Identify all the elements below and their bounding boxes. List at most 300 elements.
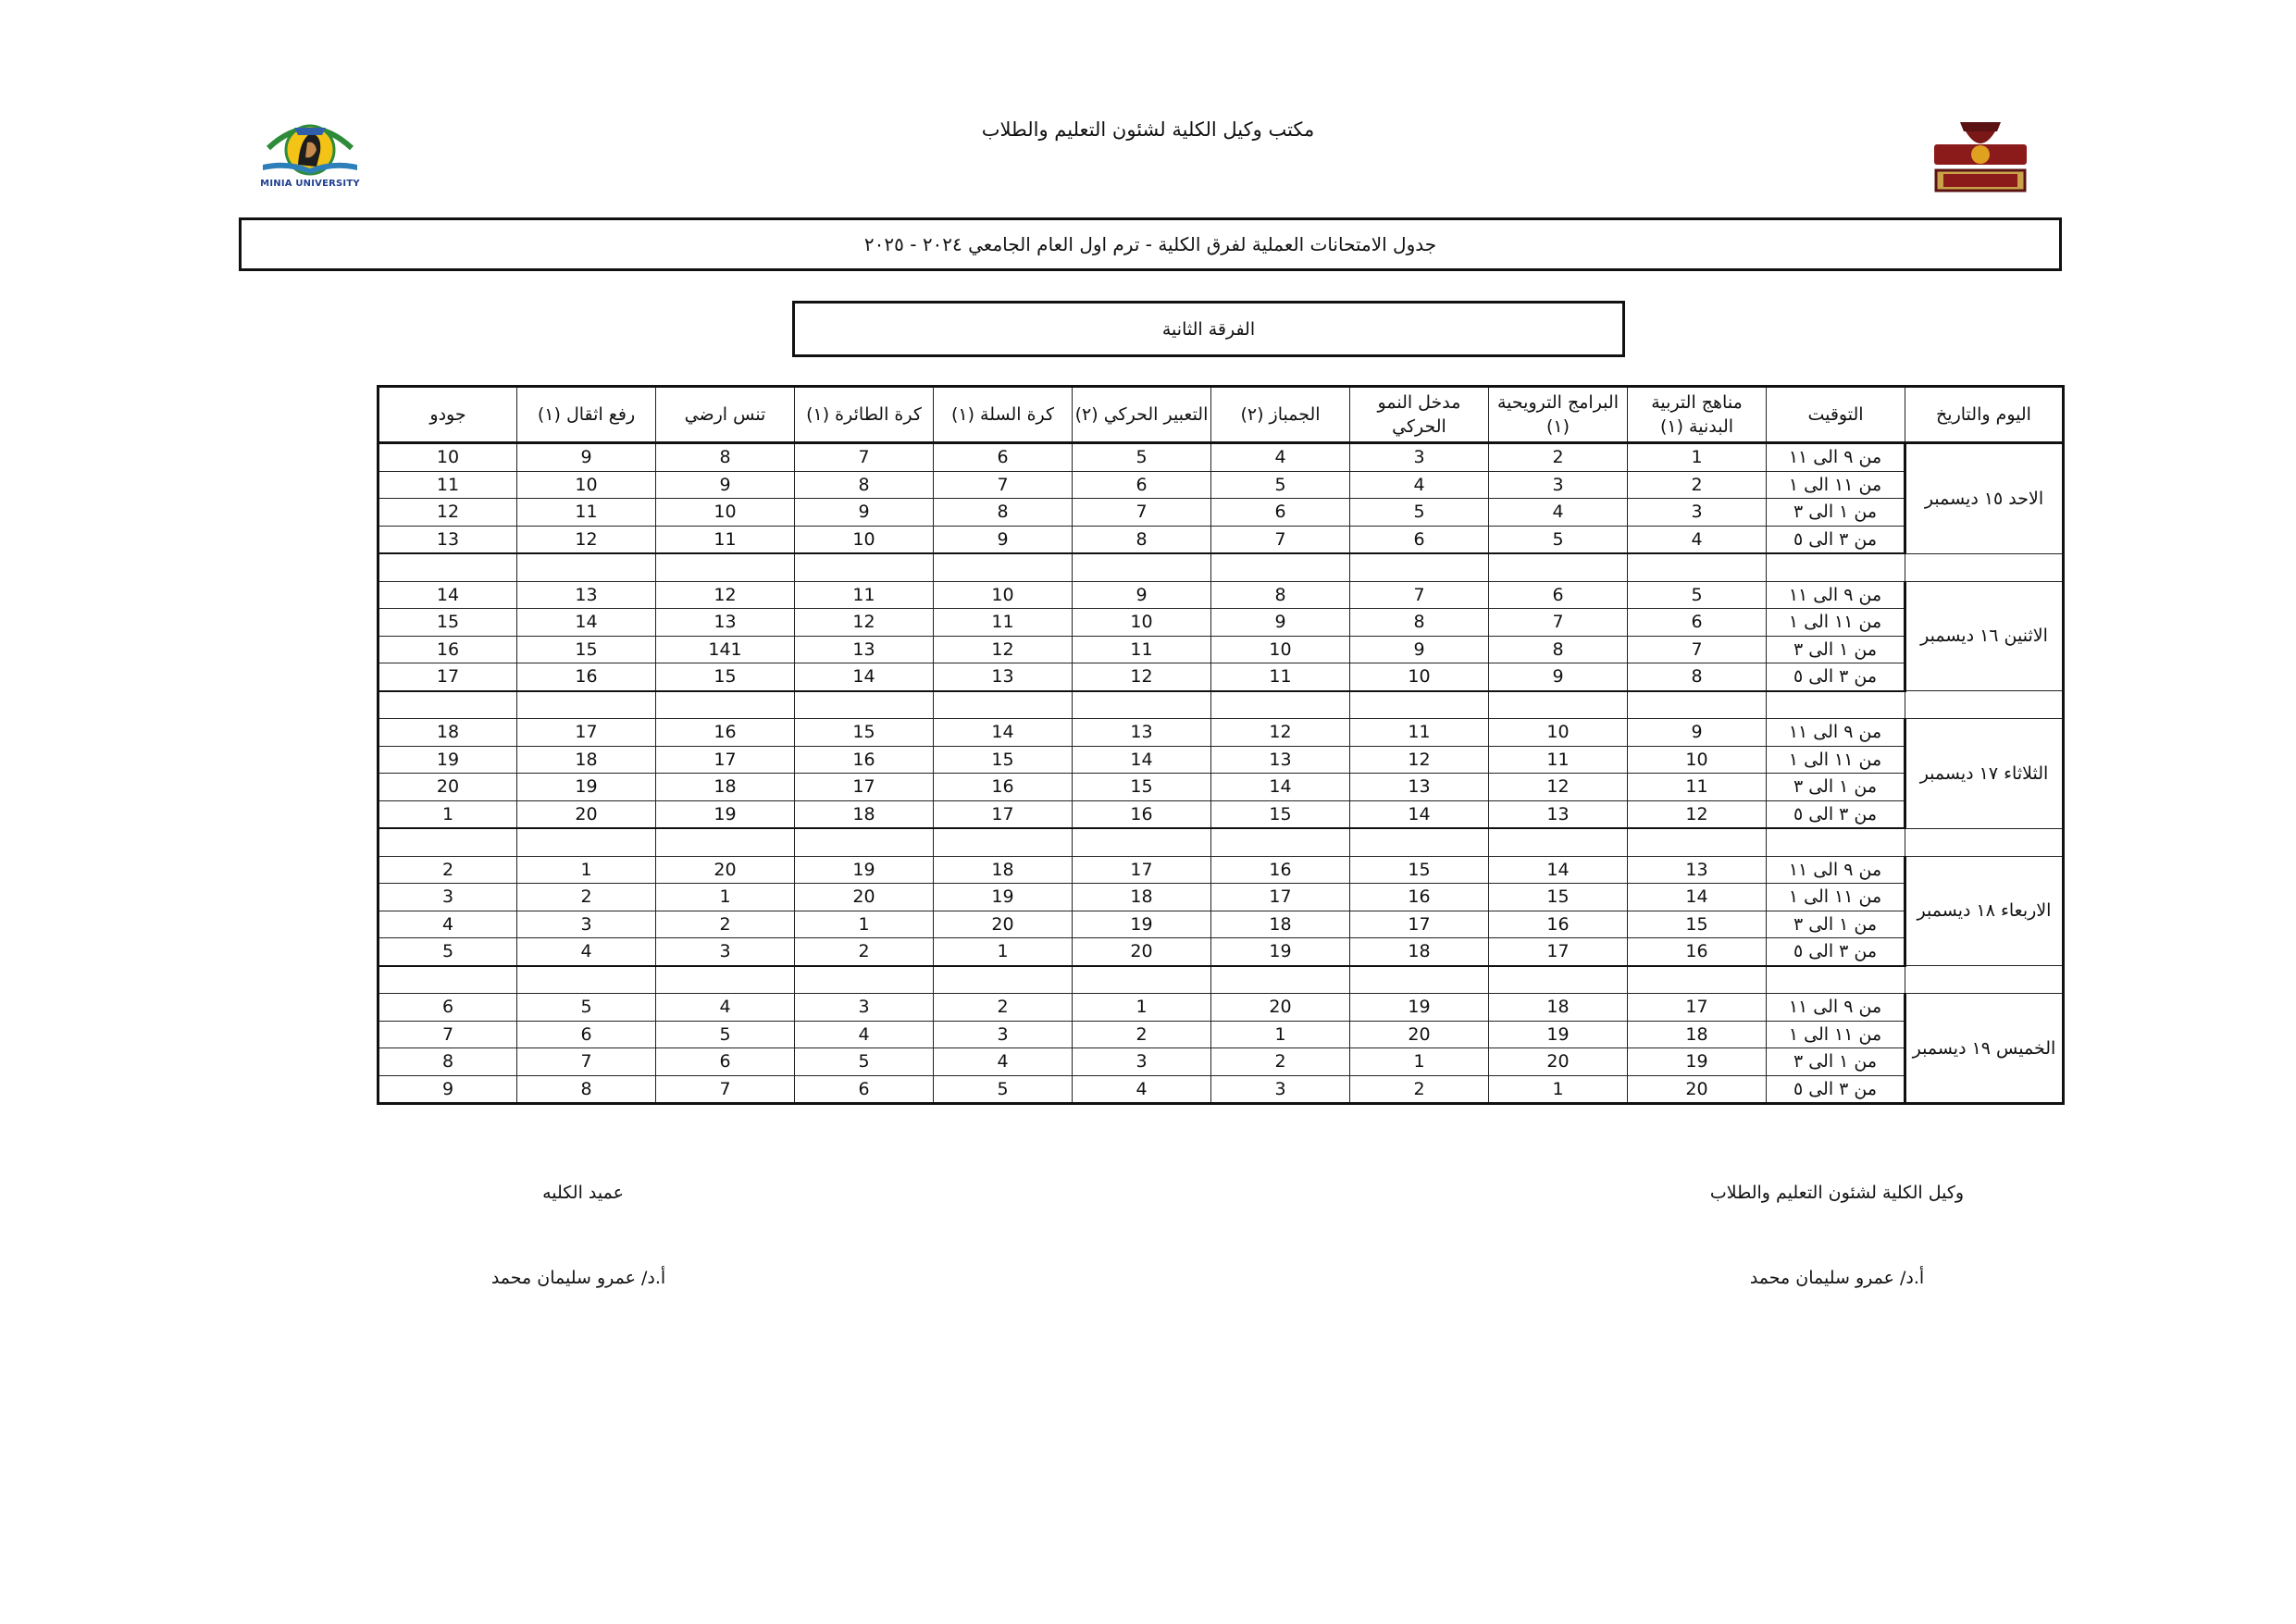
committee-number-cell: 11 [656,526,795,553]
table-row [379,581,2064,609]
committee-number-cell: 8 [517,1075,656,1104]
empty-cell [1073,691,1211,719]
committee-number-cell: 6 [379,994,517,1022]
committee-number-cell: 18 [1489,994,1628,1022]
committee-number-cell: 20 [656,856,795,884]
table-row [379,499,2064,527]
time-slot-cell: من ٣ الى ٥ [1767,1075,1905,1104]
time-slot-cell: من ٩ الى ١١ [1767,719,1905,747]
committee-number-cell: 19 [517,774,656,801]
committee-number-cell: 20 [379,774,517,801]
committee-number-cell: 7 [934,471,1073,499]
committee-number-cell: 10 [517,471,656,499]
committee-number-cell: 14 [795,663,934,691]
committee-number-cell: 3 [379,884,517,911]
committee-number-cell: 9 [795,499,934,527]
committee-number-cell: 15 [934,746,1073,774]
empty-cell [1073,553,1211,581]
committee-number-cell: 14 [1628,884,1767,911]
committee-number-cell: 7 [1073,499,1211,527]
time-slot-cell: من ١ الى ٣ [1767,911,1905,938]
empty-cell [1211,691,1350,719]
exam-schedule-table [377,385,2065,1105]
committee-number-cell: 8 [1628,663,1767,691]
office-title: مكتب وكيل الكلية لشئون التعليم والطلاب [981,118,1315,141]
committee-number-cell: 14 [1489,856,1628,884]
committee-number-cell: 4 [379,911,517,938]
vice-dean-name: أ.د/ عمرو سليمان محمد [1749,1268,1925,1288]
table-row [379,1075,2064,1104]
time-slot-cell: من ٩ الى ١١ [1767,856,1905,884]
empty-cell [656,691,795,719]
committee-number-cell: 5 [656,1021,795,1048]
time-slot-cell: من ١١ الى ١ [1767,746,1905,774]
committee-number-cell: 20 [1489,1048,1628,1076]
header-subject: جودو [379,387,517,443]
time-slot-cell: من ١١ الى ١ [1767,609,1905,637]
committee-number-cell: 2 [1211,1048,1350,1076]
committee-number-cell: 1 [1628,443,1767,472]
header-subject: البرامج الترويحية (١) [1489,387,1628,443]
committee-number-cell: 12 [379,499,517,527]
empty-cell [1767,966,1905,994]
empty-cell [1628,553,1767,581]
empty-cell [1628,966,1767,994]
header-day-date: اليوم والتاريخ [1905,387,2064,443]
empty-cell [934,828,1073,856]
committee-number-cell: 12 [795,609,934,637]
committee-number-cell: 11 [1211,663,1350,691]
minia-caption: MINIA UNIVERSITY [260,179,360,189]
empty-cell [656,966,795,994]
committee-number-cell: 15 [1489,884,1628,911]
committee-number-cell: 3 [1628,499,1767,527]
day-date-cell: الاحد ١٥ ديسمبر [1905,443,2064,554]
committee-number-cell: 14 [1211,774,1350,801]
committee-number-cell: 16 [656,719,795,747]
committee-number-cell: 6 [1489,581,1628,609]
committee-number-cell: 1 [379,800,517,828]
committee-number-cell: 20 [1628,1075,1767,1104]
committee-number-cell: 12 [1628,800,1767,828]
committee-number-cell: 13 [1211,746,1350,774]
committee-number-cell: 15 [1073,774,1211,801]
committee-number-cell: 13 [934,663,1073,691]
committee-number-cell: 4 [934,1048,1073,1076]
empty-cell [1489,966,1628,994]
committee-number-cell: 13 [795,636,934,663]
committee-number-cell: 12 [1350,746,1489,774]
committee-number-cell: 7 [795,443,934,472]
spacer-row [379,553,2064,581]
committee-number-cell: 8 [379,1048,517,1076]
empty-cell [656,828,795,856]
committee-number-cell: 12 [1489,774,1628,801]
committee-number-cell: 7 [379,1021,517,1048]
time-slot-cell: من ٣ الى ٥ [1767,800,1905,828]
committee-number-cell: 18 [1211,911,1350,938]
committee-number-cell: 3 [1350,443,1489,472]
committee-number-cell: 9 [1350,636,1489,663]
committee-number-cell: 20 [1350,1021,1489,1048]
committee-number-cell: 3 [934,1021,1073,1048]
committee-number-cell: 1 [1350,1048,1489,1076]
committee-number-cell: 14 [1350,800,1489,828]
committee-number-cell: 13 [1350,774,1489,801]
committee-number-cell: 16 [934,774,1073,801]
committee-number-cell: 6 [1628,609,1767,637]
committee-number-cell: 2 [517,884,656,911]
committee-number-cell: 4 [517,938,656,966]
header-subject: مدخل النمو الحركي [1350,387,1489,443]
committee-number-cell: 16 [1489,911,1628,938]
committee-number-cell: 5 [379,938,517,966]
faculty-logo [1925,118,2036,196]
committee-number-cell: 19 [934,884,1073,911]
committee-number-cell: 17 [1628,994,1767,1022]
committee-number-cell: 10 [795,526,934,553]
empty-cell [379,553,517,581]
committee-number-cell: 5 [1489,526,1628,553]
table-row [379,746,2064,774]
committee-number-cell: 20 [1211,994,1350,1022]
committee-number-cell: 16 [1073,800,1211,828]
committee-number-cell: 8 [795,471,934,499]
dean-title: عميد الكليه [542,1183,624,1203]
committee-number-cell: 19 [1628,1048,1767,1076]
committee-number-cell: 18 [1350,938,1489,966]
committee-number-cell: 8 [1350,609,1489,637]
spacer-row [379,691,2064,719]
committee-number-cell: 10 [1628,746,1767,774]
committee-number-cell: 13 [379,526,517,553]
committee-number-cell: 7 [1350,581,1489,609]
committee-number-cell: 5 [1350,499,1489,527]
committee-number-cell: 2 [1489,443,1628,472]
committee-number-cell: 17 [934,800,1073,828]
spacer-row [379,966,2064,994]
committee-number-cell: 10 [1350,663,1489,691]
committee-number-cell: 20 [1073,938,1211,966]
committee-number-cell: 10 [934,581,1073,609]
committee-number-cell: 6 [656,1048,795,1076]
empty-cell [1905,691,2064,719]
committee-number-cell: 8 [1073,526,1211,553]
committee-number-cell: 2 [379,856,517,884]
time-slot-cell: من ١ الى ٣ [1767,499,1905,527]
committee-number-cell: 2 [1073,1021,1211,1048]
table-row [379,609,2064,637]
spacer-row [379,828,2064,856]
committee-number-cell: 5 [1073,443,1211,472]
committee-number-cell: 6 [934,443,1073,472]
committee-number-cell: 10 [1211,636,1350,663]
committee-number-cell: 13 [1489,800,1628,828]
committee-number-cell: 141 [656,636,795,663]
table-row [379,856,2064,884]
committee-number-cell: 15 [656,663,795,691]
empty-cell [656,553,795,581]
committee-number-cell: 12 [656,581,795,609]
header-subject: تنس ارضي [656,387,795,443]
committee-number-cell: 18 [656,774,795,801]
time-slot-cell: من ١١ الى ١ [1767,471,1905,499]
committee-number-cell: 4 [1211,443,1350,472]
table-row [379,800,2064,828]
committee-number-cell: 20 [517,800,656,828]
committee-number-cell: 15 [795,719,934,747]
time-slot-cell: من ١ الى ٣ [1767,636,1905,663]
committee-number-cell: 10 [1073,609,1211,637]
dean-name: أ.د/ عمرو سليمان محمد [490,1268,666,1288]
empty-cell [1767,828,1905,856]
committee-number-cell: 3 [795,994,934,1022]
committee-number-cell: 11 [1350,719,1489,747]
committee-number-cell: 13 [517,581,656,609]
empty-cell [934,691,1073,719]
committee-number-cell: 15 [379,609,517,637]
empty-cell [1628,828,1767,856]
empty-cell [934,553,1073,581]
committee-number-cell: 9 [934,526,1073,553]
committee-number-cell: 9 [379,1075,517,1104]
empty-cell [1767,691,1905,719]
committee-number-cell: 19 [379,746,517,774]
empty-cell [379,966,517,994]
committee-number-cell: 4 [1350,471,1489,499]
table-header-row [379,387,2064,443]
empty-cell [517,691,656,719]
table-row [379,471,2064,499]
time-slot-cell: من ١١ الى ١ [1767,1021,1905,1048]
time-slot-cell: من ٣ الى ٥ [1767,663,1905,691]
committee-number-cell: 3 [1073,1048,1211,1076]
committee-number-cell: 18 [379,719,517,747]
committee-number-cell: 17 [517,719,656,747]
committee-number-cell: 14 [934,719,1073,747]
empty-cell [1350,691,1489,719]
committee-number-cell: 7 [656,1075,795,1104]
time-slot-cell: من ٣ الى ٥ [1767,938,1905,966]
vice-dean-title: وكيل الكلية لشئون التعليم والطلاب [1709,1183,1965,1203]
committee-number-cell: 17 [1073,856,1211,884]
committee-number-cell: 18 [795,800,934,828]
day-date-cell: الاثنين ١٦ ديسمبر [1905,581,2064,691]
committee-number-cell: 20 [934,911,1073,938]
time-slot-cell: من ٣ الى ٥ [1767,526,1905,553]
committee-number-cell: 6 [1211,499,1350,527]
committee-number-cell: 5 [934,1075,1073,1104]
committee-number-cell: 5 [517,994,656,1022]
committee-number-cell: 9 [1073,581,1211,609]
committee-number-cell: 14 [379,581,517,609]
minia-university-logo [250,111,370,196]
time-slot-cell: من ١١ الى ١ [1767,884,1905,911]
table-row [379,994,2064,1022]
empty-cell [1489,691,1628,719]
empty-cell [1767,553,1905,581]
committee-number-cell: 4 [1489,499,1628,527]
committee-number-cell: 3 [1211,1075,1350,1104]
committee-number-cell: 12 [517,526,656,553]
committee-number-cell: 10 [1489,719,1628,747]
empty-cell [1905,966,2064,994]
committee-number-cell: 17 [1489,938,1628,966]
committee-number-cell: 10 [656,499,795,527]
table-row [379,719,2064,747]
empty-cell [1211,553,1350,581]
committee-number-cell: 3 [1489,471,1628,499]
empty-cell [1211,828,1350,856]
table-row [379,636,2064,663]
committee-number-cell: 8 [934,499,1073,527]
committee-number-cell: 11 [517,499,656,527]
empty-cell [1073,828,1211,856]
committee-number-cell: 7 [517,1048,656,1076]
committee-number-cell: 1 [1489,1075,1628,1104]
committee-number-cell: 12 [1073,663,1211,691]
committee-number-cell: 2 [1628,471,1767,499]
day-date-cell: الثلاثاء ١٧ ديسمبر [1905,719,2064,829]
committee-number-cell: 2 [1350,1075,1489,1104]
committee-number-cell: 1 [1073,994,1211,1022]
committee-number-cell: 3 [656,938,795,966]
committee-number-cell: 6 [1350,526,1489,553]
empty-cell [1628,691,1767,719]
committee-number-cell: 16 [795,746,934,774]
committee-number-cell: 19 [795,856,934,884]
empty-cell [1905,828,2064,856]
committee-number-cell: 18 [517,746,656,774]
committee-number-cell: 8 [656,443,795,472]
committee-number-cell: 18 [934,856,1073,884]
empty-cell [1073,966,1211,994]
empty-cell [1489,828,1628,856]
table-row [379,443,2064,472]
committee-number-cell: 17 [379,663,517,691]
time-slot-cell: من ٩ الى ١١ [1767,994,1905,1022]
committee-number-cell: 17 [795,774,934,801]
committee-number-cell: 9 [1489,663,1628,691]
committee-number-cell: 1 [934,938,1073,966]
empty-cell [517,966,656,994]
committee-number-cell: 4 [1628,526,1767,553]
committee-number-cell: 1 [656,884,795,911]
empty-cell [517,828,656,856]
empty-cell [1350,828,1489,856]
committee-number-cell: 1 [517,856,656,884]
committee-number-cell: 2 [795,938,934,966]
table-row [379,911,2064,938]
committee-number-cell: 11 [934,609,1073,637]
table-body [379,443,2064,1104]
table-row [379,1021,2064,1048]
committee-number-cell: 11 [1628,774,1767,801]
committee-number-cell: 17 [656,746,795,774]
day-date-cell: الاربعاء ١٨ ديسمبر [1905,856,2064,966]
header-subject: كرة السلة (١) [934,387,1073,443]
committee-number-cell: 17 [1211,884,1350,911]
committee-number-cell: 18 [1073,884,1211,911]
time-slot-cell: من ٩ الى ١١ [1767,443,1905,472]
committee-number-cell: 5 [1211,471,1350,499]
empty-cell [934,966,1073,994]
committee-number-cell: 6 [1073,471,1211,499]
table-row [379,663,2064,691]
committee-number-cell: 15 [517,636,656,663]
time-slot-cell: من ١ الى ٣ [1767,1048,1905,1076]
table-row [379,938,2064,966]
table-row [379,774,2064,801]
committee-number-cell: 18 [1628,1021,1767,1048]
empty-cell [795,828,934,856]
exam-schedule-title: جدول الامتحانات العملية لفرق الكلية - ترم اول العام الجامعي ٢٠٢٤ - ٢٠٢٥ [239,217,2062,271]
committee-number-cell: 2 [934,994,1073,1022]
committee-number-cell: 9 [517,443,656,472]
committee-number-cell: 16 [1350,884,1489,911]
committee-number-cell: 7 [1489,609,1628,637]
empty-cell [795,691,934,719]
empty-cell [1350,553,1489,581]
committee-number-cell: 11 [1073,636,1211,663]
header-subject: التعبير الحركي (٢) [1073,387,1211,443]
header-time: التوقيت [1767,387,1905,443]
committee-number-cell: 9 [1628,719,1767,747]
committee-number-cell: 13 [656,609,795,637]
empty-cell [795,553,934,581]
table-row [379,1048,2064,1076]
committee-number-cell: 4 [795,1021,934,1048]
header-subject: مناهج التربية البدنية (١) [1628,387,1767,443]
committee-number-cell: 7 [1211,526,1350,553]
committee-number-cell: 4 [1073,1075,1211,1104]
time-slot-cell: من ٩ الى ١١ [1767,581,1905,609]
year-level-title: الفرقة الثانية [792,301,1625,357]
committee-number-cell: 19 [1350,994,1489,1022]
committee-number-cell: 13 [1628,856,1767,884]
committee-number-cell: 3 [517,911,656,938]
committee-number-cell: 15 [1211,800,1350,828]
empty-cell [517,553,656,581]
committee-number-cell: 10 [379,443,517,472]
committee-number-cell: 6 [795,1075,934,1104]
empty-cell [379,828,517,856]
committee-number-cell: 11 [379,471,517,499]
committee-number-cell: 19 [1211,938,1350,966]
committee-number-cell: 16 [1211,856,1350,884]
committee-number-cell: 12 [934,636,1073,663]
empty-cell [379,691,517,719]
committee-number-cell: 14 [1073,746,1211,774]
empty-cell [1211,966,1350,994]
committee-number-cell: 16 [517,663,656,691]
committee-number-cell: 13 [1073,719,1211,747]
committee-number-cell: 15 [1350,856,1489,884]
header-subject: الجمباز (٢) [1211,387,1350,443]
committee-number-cell: 5 [795,1048,934,1076]
empty-cell [1489,553,1628,581]
committee-number-cell: 20 [795,884,934,911]
committee-number-cell: 16 [379,636,517,663]
committee-number-cell: 16 [1628,938,1767,966]
committee-number-cell: 1 [795,911,934,938]
empty-cell [1350,966,1489,994]
committee-number-cell: 1 [1211,1021,1350,1048]
committee-number-cell: 19 [656,800,795,828]
committee-number-cell: 17 [1350,911,1489,938]
committee-number-cell: 9 [1211,609,1350,637]
empty-cell [1905,553,2064,581]
